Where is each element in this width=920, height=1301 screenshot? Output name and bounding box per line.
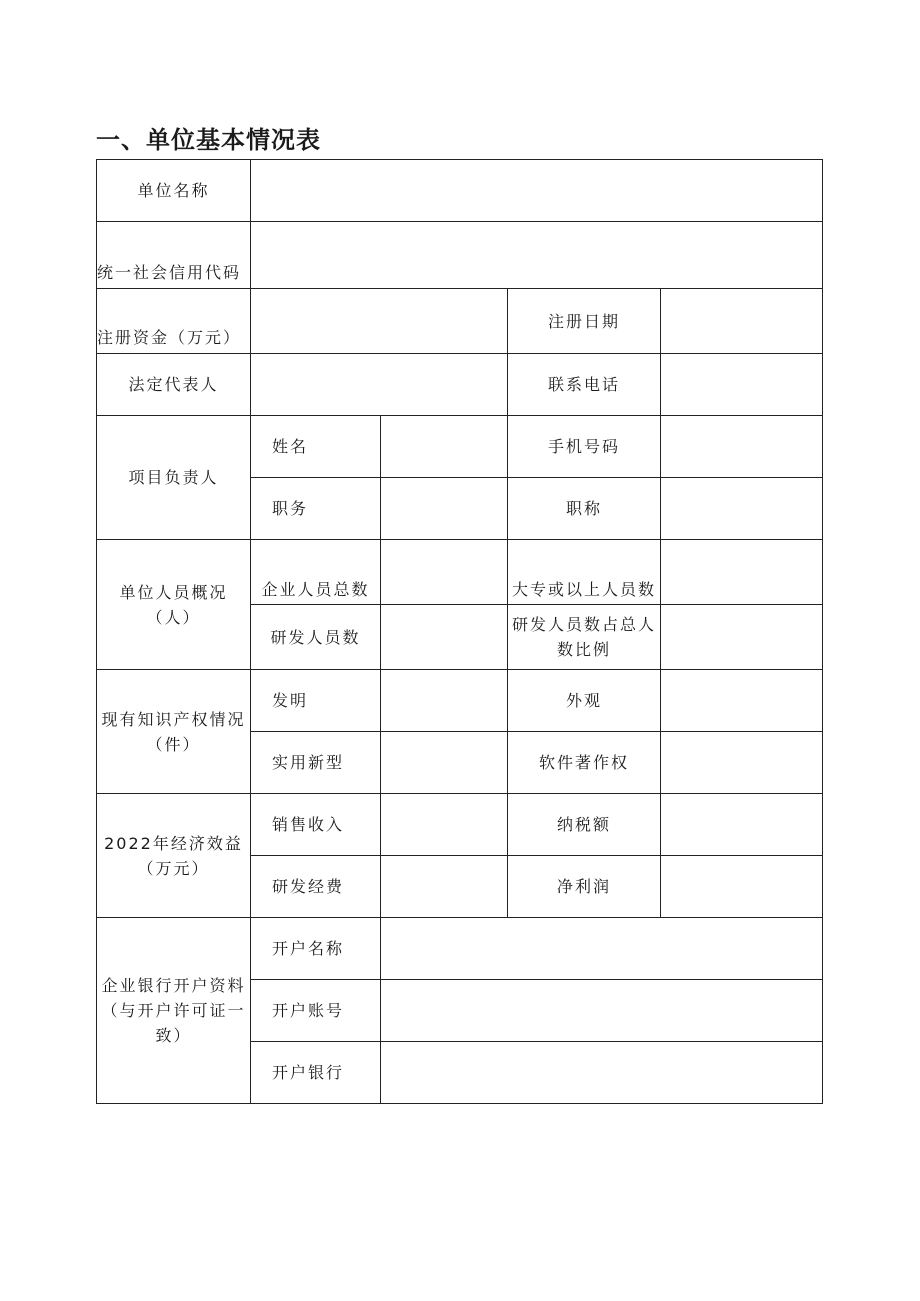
field-sales-revenue[interactable] xyxy=(381,794,508,856)
field-leader-mobile[interactable] xyxy=(661,416,823,478)
label-leader-title: 职称 xyxy=(508,478,661,540)
page-title: 一、单位基本情况表 xyxy=(96,126,321,154)
field-net-profit[interactable] xyxy=(661,856,823,918)
label-staff-rd-ratio xyxy=(508,605,661,670)
label-bank-info-line3: 致） xyxy=(155,1026,192,1045)
label-bank-name: 开户银行 xyxy=(251,1042,381,1104)
field-credit-code[interactable] xyxy=(251,222,823,289)
label-staff-college: 大专或以上人员数 xyxy=(508,540,661,605)
field-legal-rep[interactable] xyxy=(251,354,508,416)
label-ip-invention: 发明 xyxy=(251,670,381,732)
label-leader-position: 职务 xyxy=(251,478,381,540)
field-contact-phone[interactable] xyxy=(661,354,823,416)
label-ip-status-line1: 现有知识产权情况 xyxy=(101,709,246,729)
label-ip-status-line2: （件） xyxy=(146,734,201,754)
field-ip-software[interactable] xyxy=(661,732,823,794)
field-tax-amount[interactable] xyxy=(661,794,823,856)
label-project-leader: 项目负责人 xyxy=(97,416,251,540)
label-reg-date: 注册日期 xyxy=(508,289,661,354)
field-reg-capital[interactable] xyxy=(251,289,508,354)
label-bank-info-line2: （与开户许可证一 xyxy=(101,1001,246,1020)
label-rd-cost: 研发经费 xyxy=(251,856,381,918)
label-economic-benefit-line1: 2022年经济效益 xyxy=(104,833,243,853)
field-ip-design[interactable] xyxy=(661,670,823,732)
field-account-name[interactable] xyxy=(381,918,823,980)
field-staff-total[interactable] xyxy=(381,540,508,605)
field-rd-cost[interactable] xyxy=(381,856,508,918)
label-staff-overview xyxy=(97,540,251,670)
field-bank-name[interactable] xyxy=(381,1042,823,1104)
label-reg-capital: 注册资金（万元） xyxy=(97,289,251,354)
label-leader-mobile: 手机号码 xyxy=(508,416,661,478)
field-ip-invention[interactable] xyxy=(381,670,508,732)
field-reg-date[interactable] xyxy=(661,289,823,354)
field-staff-rd[interactable] xyxy=(381,605,508,670)
label-unit-name: 单位名称 xyxy=(97,160,251,222)
label-bank-info xyxy=(97,918,251,1104)
label-economic-benefit xyxy=(97,794,251,918)
label-ip-utility: 实用新型 xyxy=(251,732,381,794)
unit-info-table xyxy=(96,159,823,1104)
label-account-number: 开户账号 xyxy=(251,980,381,1042)
label-ip-design: 外观 xyxy=(508,670,661,732)
field-ip-utility[interactable] xyxy=(381,732,508,794)
label-net-profit: 净利润 xyxy=(508,856,661,918)
label-ip-status xyxy=(97,670,251,794)
label-account-name: 开户名称 xyxy=(251,918,381,980)
field-leader-position[interactable] xyxy=(381,478,508,540)
label-contact-phone: 联系电话 xyxy=(508,354,661,416)
label-bank-info-line1: 企业银行开户资料 xyxy=(101,976,246,995)
label-ip-software: 软件著作权 xyxy=(508,732,661,794)
label-credit-code: 统一社会信用代码 xyxy=(97,222,251,289)
label-staff-rd-ratio-line1: 研发人员数占总人 xyxy=(511,615,656,634)
field-staff-rd-ratio[interactable] xyxy=(661,605,823,670)
field-staff-college[interactable] xyxy=(661,540,823,605)
field-leader-title[interactable] xyxy=(661,478,823,540)
label-tax-amount: 纳税额 xyxy=(508,794,661,856)
field-leader-name[interactable] xyxy=(381,416,508,478)
label-leader-name: 姓名 xyxy=(251,416,381,478)
label-staff-overview-line1: 单位人员概况 xyxy=(119,582,228,602)
label-staff-total: 企业人员总数 xyxy=(251,540,381,605)
label-sales-revenue: 销售收入 xyxy=(251,794,381,856)
field-account-number[interactable] xyxy=(381,980,823,1042)
label-staff-rd-ratio-line2: 数比例 xyxy=(556,640,611,659)
label-staff-rd: 研发人员数 xyxy=(251,605,381,670)
label-economic-benefit-line2: （万元） xyxy=(137,858,210,878)
label-legal-rep: 法定代表人 xyxy=(97,354,251,416)
field-unit-name[interactable] xyxy=(251,160,823,222)
label-staff-overview-line2: （人） xyxy=(146,607,201,627)
